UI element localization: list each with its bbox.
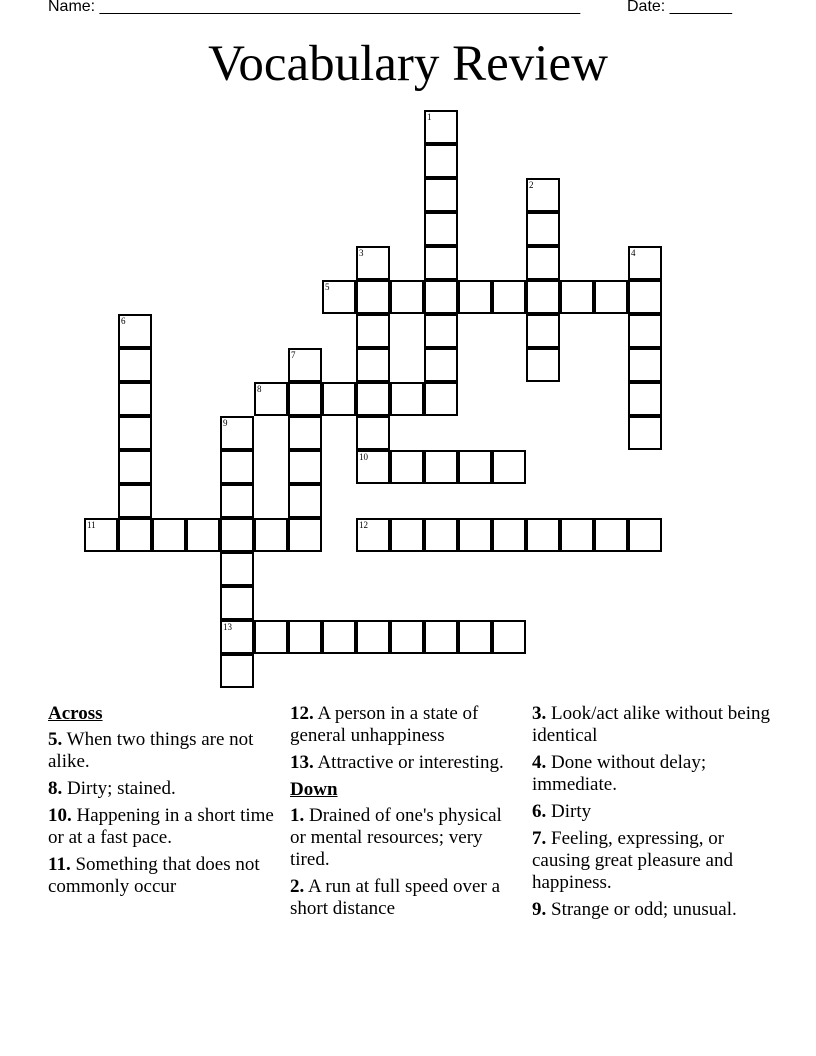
clue-number: 12 — [359, 520, 368, 530]
clue-item — [532, 828, 772, 894]
clue-number-label: 13. — [290, 752, 314, 773]
down-heading: Down — [290, 779, 338, 800]
grid-cell[interactable] — [424, 450, 458, 484]
grid-cell[interactable] — [526, 280, 560, 314]
clue-item — [48, 729, 283, 773]
grid-cell[interactable] — [390, 382, 424, 416]
grid-cell[interactable] — [628, 314, 662, 348]
clue-text: Look/act alike without being identical — [532, 703, 770, 746]
grid-cell[interactable] — [356, 280, 390, 314]
grid-cell[interactable] — [424, 348, 458, 382]
clue-number: 10 — [359, 452, 368, 462]
clue-text: Attractive or interesting. — [313, 752, 504, 773]
clue-text: Dirty — [546, 801, 592, 822]
clue-text: A run at full speed over a short distance — [290, 876, 501, 919]
clue-item — [48, 805, 283, 849]
clue-number: 4 — [631, 248, 636, 258]
grid-cell[interactable] — [356, 314, 390, 348]
grid-cell[interactable] — [492, 280, 526, 314]
clue-item — [48, 854, 283, 898]
across-heading: Across — [48, 703, 103, 724]
clue-number-label: 1. — [290, 805, 305, 826]
grid-cell[interactable] — [424, 620, 458, 654]
grid-cell[interactable] — [288, 484, 322, 518]
clue-text: Feeling, expressing, or causing great pleasure and happiness. — [532, 828, 733, 893]
grid-cell[interactable] — [594, 518, 628, 552]
across-clue-list — [48, 729, 283, 898]
clue-item — [532, 899, 772, 921]
grid-cell[interactable] — [424, 246, 458, 280]
grid-cell[interactable] — [118, 382, 152, 416]
grid-cell[interactable] — [526, 314, 560, 348]
grid-cell[interactable] — [390, 518, 424, 552]
clue-item — [532, 703, 772, 747]
grid-cell[interactable] — [254, 382, 288, 416]
grid-cell[interactable] — [390, 280, 424, 314]
clue-text: Drained of one's physical or mental resources; very tired. — [290, 805, 502, 870]
clues-column-3 — [532, 703, 772, 926]
grid-cell[interactable] — [356, 518, 390, 552]
grid-cell[interactable] — [492, 450, 526, 484]
grid-cell[interactable] — [322, 382, 356, 416]
grid-cell[interactable] — [594, 280, 628, 314]
clue-number-label: 2. — [290, 876, 305, 897]
grid-cell[interactable] — [118, 348, 152, 382]
grid-cell[interactable] — [356, 348, 390, 382]
clue-item — [532, 801, 772, 823]
clue-item — [290, 876, 520, 920]
clue-text: Done without delay; immediate. — [532, 752, 707, 795]
grid-cell[interactable] — [492, 518, 526, 552]
clue-number: 6 — [121, 316, 126, 326]
name-field-label: Name: ______________________________________________________ — [48, 0, 581, 15]
grid-cell[interactable] — [220, 620, 254, 654]
down-clue-list — [290, 805, 520, 920]
clue-text: Something that does not commonly occur — [48, 854, 260, 897]
grid-cell[interactable] — [458, 620, 492, 654]
grid-cell[interactable] — [526, 178, 560, 212]
clue-text: When two things are not alike. — [48, 729, 254, 772]
clue-item — [48, 778, 283, 800]
grid-cell[interactable] — [356, 382, 390, 416]
clue-number-label: 4. — [532, 752, 547, 773]
grid-cell[interactable] — [118, 416, 152, 450]
clue-number: 8 — [257, 384, 262, 394]
clue-number-label: 7. — [532, 828, 547, 849]
clue-number-label: 5. — [48, 729, 63, 750]
clue-text: Dirty; stained. — [62, 778, 176, 799]
down-clue-list-continued — [532, 703, 772, 921]
clue-number: 5 — [325, 282, 330, 292]
clue-text: Happening in a short time or at a fast pace. — [48, 805, 274, 848]
clue-number-label: 11. — [48, 854, 71, 875]
clue-item — [290, 752, 520, 774]
grid-cell[interactable] — [390, 620, 424, 654]
grid-cell[interactable] — [424, 178, 458, 212]
grid-cell[interactable] — [560, 518, 594, 552]
clue-number-label: 12. — [290, 703, 314, 724]
grid-cell[interactable] — [390, 450, 424, 484]
grid-cell[interactable] — [220, 416, 254, 450]
grid-cell[interactable] — [628, 280, 662, 314]
grid-cell[interactable] — [424, 144, 458, 178]
clue-number: 11 — [87, 520, 96, 530]
grid-cell[interactable] — [322, 280, 356, 314]
grid-cell[interactable] — [628, 518, 662, 552]
grid-cell[interactable] — [254, 620, 288, 654]
grid-cell[interactable] — [220, 450, 254, 484]
grid-cell[interactable] — [526, 212, 560, 246]
grid-cell[interactable] — [526, 518, 560, 552]
clue-number: 1 — [427, 112, 432, 122]
clue-text: Strange or odd; unusual. — [546, 899, 737, 920]
grid-cell[interactable] — [288, 382, 322, 416]
grid-cell[interactable] — [458, 450, 492, 484]
clue-number: 7 — [291, 350, 296, 360]
grid-cell[interactable] — [492, 620, 526, 654]
grid-cell[interactable] — [424, 110, 458, 144]
grid-cell[interactable] — [220, 654, 254, 688]
grid-cell[interactable] — [526, 348, 560, 382]
grid-cell[interactable] — [628, 348, 662, 382]
grid-cell[interactable] — [288, 518, 322, 552]
grid-cell[interactable] — [118, 450, 152, 484]
grid-cell[interactable] — [526, 246, 560, 280]
clue-number-label: 9. — [532, 899, 547, 920]
clue-number: 3 — [359, 248, 364, 258]
grid-cell[interactable] — [288, 450, 322, 484]
clue-number: 13 — [223, 622, 232, 632]
grid-cell[interactable] — [356, 416, 390, 450]
clue-text: A person in a state of general unhappiness — [290, 703, 479, 746]
across-clue-list-continued — [290, 703, 520, 774]
grid-cell[interactable] — [356, 450, 390, 484]
grid-cell[interactable] — [220, 586, 254, 620]
clues-column-2 — [290, 703, 520, 925]
clue-item — [290, 703, 520, 747]
grid-cell[interactable] — [288, 416, 322, 450]
clue-number-label: 6. — [532, 801, 547, 822]
grid-cell[interactable] — [220, 518, 254, 552]
grid-cell[interactable] — [322, 620, 356, 654]
grid-cell[interactable] — [118, 484, 152, 518]
clue-number: 2 — [529, 180, 534, 190]
grid-cell[interactable] — [424, 212, 458, 246]
clue-number-label: 8. — [48, 778, 63, 799]
grid-cell[interactable] — [288, 620, 322, 654]
grid-cell[interactable] — [356, 246, 390, 280]
grid-cell[interactable] — [186, 518, 220, 552]
grid-cell[interactable] — [628, 382, 662, 416]
grid-cell[interactable] — [458, 280, 492, 314]
grid-cell[interactable] — [356, 620, 390, 654]
grid-cell[interactable] — [118, 314, 152, 348]
clue-number-label: 10. — [48, 805, 72, 826]
clues-column-1 — [48, 703, 283, 903]
grid-cell[interactable] — [458, 518, 492, 552]
grid-cell[interactable] — [424, 280, 458, 314]
grid-cell[interactable] — [424, 518, 458, 552]
grid-cell[interactable] — [220, 552, 254, 586]
grid-cell[interactable] — [424, 382, 458, 416]
grid-cell[interactable] — [560, 280, 594, 314]
page-title: Vocabulary Review — [208, 36, 608, 92]
grid-cell[interactable] — [628, 416, 662, 450]
grid-cell[interactable] — [220, 484, 254, 518]
clue-number-label: 3. — [532, 703, 547, 724]
clue-number: 9 — [223, 418, 228, 428]
grid-cell[interactable] — [84, 518, 118, 552]
grid-cell[interactable] — [288, 348, 322, 382]
grid-cell[interactable] — [628, 246, 662, 280]
grid-cell[interactable] — [254, 518, 288, 552]
grid-cell[interactable] — [424, 314, 458, 348]
clue-item — [290, 805, 520, 871]
grid-cell[interactable] — [152, 518, 186, 552]
clue-item — [532, 752, 772, 796]
grid-cell[interactable] — [118, 518, 152, 552]
date-field-label: Date: _______ — [627, 0, 732, 15]
